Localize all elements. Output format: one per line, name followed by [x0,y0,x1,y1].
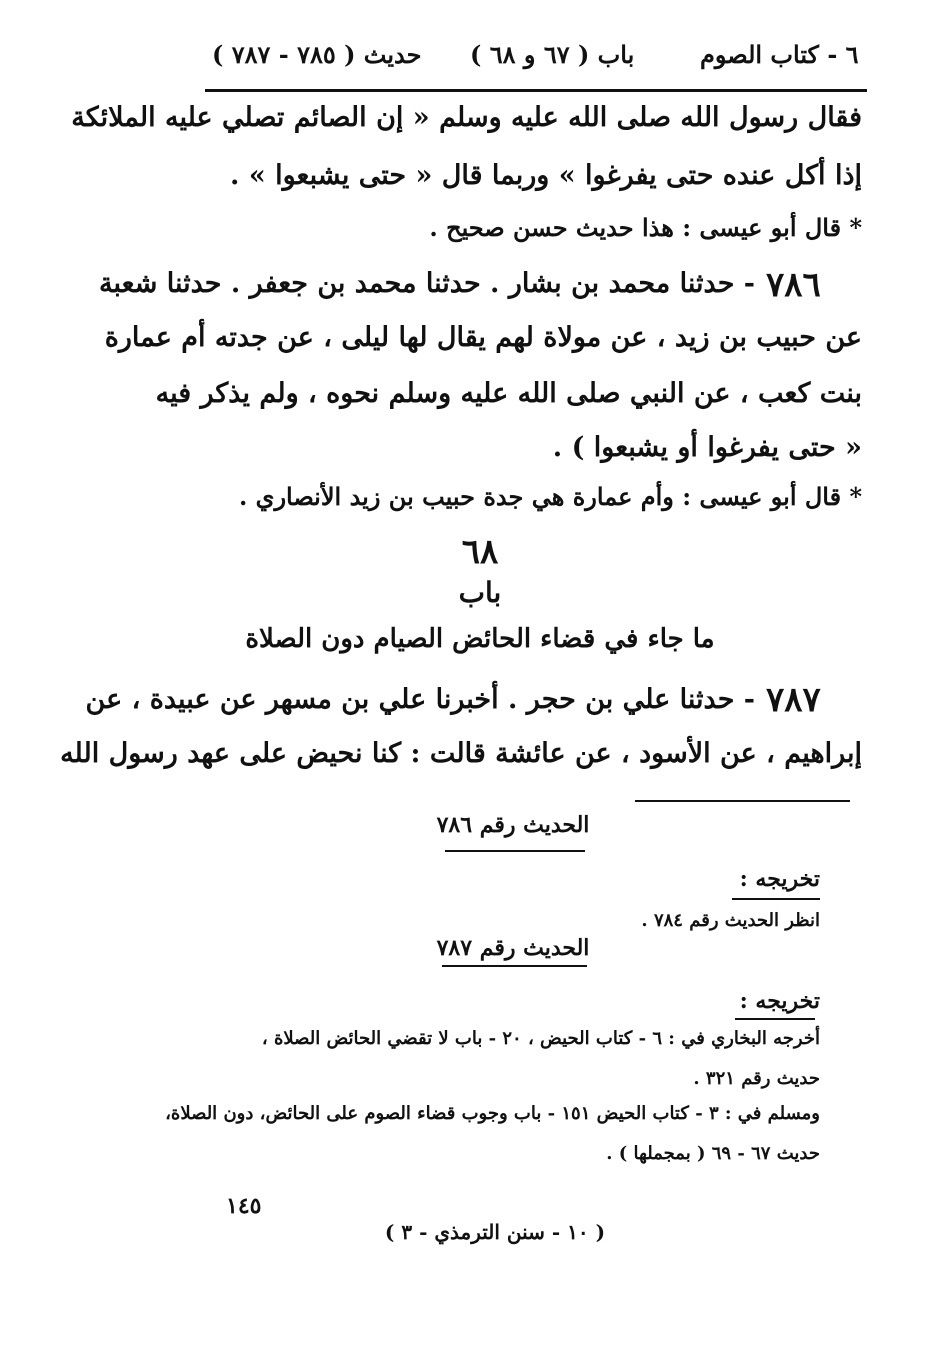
takhrij-underline [735,1018,815,1020]
text-line: « حتى يفرغوا أو يشبعوا ) . [552,432,862,463]
running-header-hadith-range: حديث ( ٧٨٥ - ٧٨٧ ) [212,40,422,69]
note-text: حديث رقم ٣٢١ . [693,1068,820,1089]
chapter-title: ما جاء في قضاء الحائض الصيام دون الصلاة [245,624,715,654]
text-line: بنت كعب ، عن النبي صلى الله عليه وسلم نحوه ، ولم يذكر فيه [155,378,862,409]
hadith-number-787: ٧٨٧ [766,680,821,720]
header-divider [205,89,867,92]
printer-signature: ( ١٠ - سنن الترمذي - ٣ ) [384,1220,606,1244]
note-text: أخرجه البخاري في : ٦ - كتاب الحيض ، ٢٠ - باب لا تقضي الحائض الصلاة ، [261,1028,820,1049]
text-line: إذا أكل عنده حتى يفرغوا » وربما قال « حتى يشبعوا » . [230,160,862,191]
text-line: فقال رسول الله صلى الله عليه وسلم « إن الصائم تصلي عليه الملائكة [71,102,862,133]
chapter-number: ٦٨ [461,532,499,572]
text-line: - حدثنا علي بن حجر . أخبرنا علي بن مسهر عن عبيدة ، عن [85,684,755,715]
running-header-book-title: ٦ - كتاب الصوم [700,40,859,69]
takhrij-label: تخريجه : [739,866,820,892]
note-heading-786: الحديث رقم ٧٨٦ [436,812,590,838]
footnote-separator [635,800,850,802]
takhrij-underline [732,898,820,900]
note-text: ومسلم في : ٣ - كتاب الحيض ١٥١ - باب وجوب قضاء الصوم على الحائض، دون الصلاة، [165,1103,820,1124]
text-line: - حدثنا محمد بن بشار . حدثنا محمد بن جعفر . حدثنا شعبة [99,268,755,299]
text-line: إبراهيم ، عن الأسود ، عن عائشة قالت : كنا نحيض على عهد رسول الله [60,738,862,769]
note-text: انظر الحديث رقم ٧٨٤ . [641,910,820,931]
note-text: حديث ٦٧ - ٦٩ ( بمجملها ) . [606,1143,820,1164]
text-line: عن حبيب بن زيد ، عن مولاة لهم يقال لها ليلى ، عن جدته أم عمارة [104,322,862,353]
running-header-chapter-range: باب ( ٦٧ و ٦٨ ) [470,40,635,69]
page-number: ١٤٥ [226,1193,262,1219]
note-heading-underline [442,965,587,967]
takhrij-label: تخريجه : [739,988,820,1014]
note-heading-787: الحديث رقم ٧٨٧ [436,935,590,961]
note-heading-underline [445,850,585,852]
text-line: * قال أبو عيسى : وأم عمارة هي جدة حبيب بن زيد الأنصاري . [238,482,862,511]
text-line: * قال أبو عيسى : هذا حديث حسن صحيح . [429,213,862,242]
hadith-number-786: ٧٨٦ [766,265,821,305]
chapter-label: باب [458,576,502,609]
